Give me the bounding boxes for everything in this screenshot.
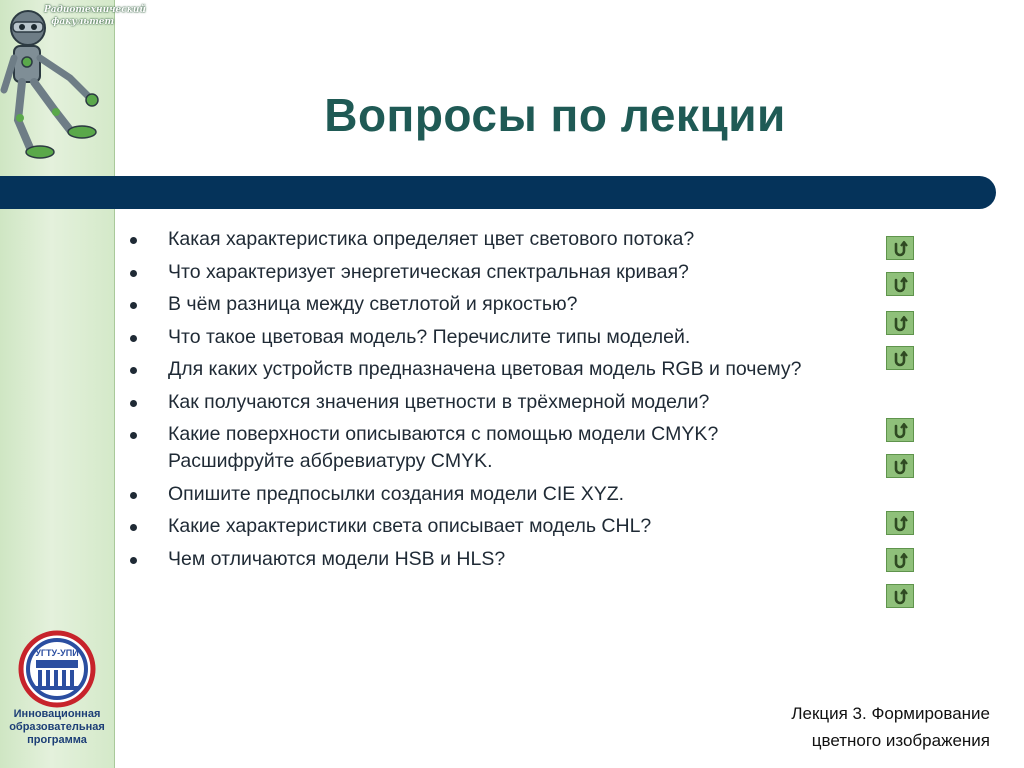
return-arrow-icon — [891, 421, 909, 439]
logo-text: УГТУ-УПИ — [35, 648, 79, 658]
bullet-icon — [130, 400, 137, 407]
list-item — [130, 481, 830, 508]
return-button-5[interactable] — [886, 418, 914, 442]
faculty-label: Радиотехнический факультет — [44, 5, 146, 27]
list-item — [130, 291, 830, 318]
footer-line-2: цветного изображения — [811, 731, 990, 750]
return-button-6[interactable] — [886, 454, 914, 478]
list-item — [130, 421, 830, 475]
return-button-3[interactable] — [886, 311, 914, 335]
slide-footer — [791, 700, 990, 754]
question-text: Что характеризует энергетическая спектральная кривая? — [168, 260, 689, 283]
program-label: Инновационная образовательная программа — [9, 708, 105, 746]
question-text: Для каких устройств предназначена цветовая модель RGB и почему? — [168, 358, 802, 380]
return-button-1[interactable] — [886, 236, 914, 260]
bullet-icon — [130, 492, 137, 499]
question-text: Чем отличаются модели HSB и HLS? — [168, 547, 506, 570]
list-item — [130, 259, 830, 286]
return-button-8[interactable] — [886, 548, 914, 572]
return-arrow-icon — [891, 314, 909, 332]
question-text: Какие характеристики света описывает модель CHL? — [168, 515, 652, 537]
bullet-icon — [130, 270, 137, 277]
title-divider-bar — [0, 176, 996, 209]
bullet-icon — [130, 335, 137, 342]
return-arrow-icon — [891, 587, 909, 605]
return-button-2[interactable] — [886, 272, 914, 296]
bullet-icon — [130, 237, 137, 244]
question-text: Какая характеристика определяет цвет светового потока? — [168, 228, 695, 250]
question-text: В чём разница между светлотой и яркостью? — [168, 293, 578, 315]
return-arrow-icon — [891, 514, 909, 532]
bullet-icon — [130, 367, 137, 374]
bullet-icon — [130, 524, 137, 531]
bullet-icon — [130, 432, 137, 439]
question-text: Какие поверхности описываются с помощью модели CMYK? Расшифруйте аббревиатуру CMYK. — [168, 423, 719, 472]
list-item — [130, 356, 830, 383]
list-item — [130, 226, 830, 253]
page-title: Вопросы по лекции — [324, 89, 786, 141]
return-arrow-icon — [891, 275, 909, 293]
footer-line-1: Лекция 3. Формирование — [791, 704, 990, 723]
question-text: Опишите предпосылки создания модели CIE XYZ. — [168, 482, 625, 505]
question-text: Что такое цветовая модель? Перечислите типы моделей. — [168, 325, 691, 348]
bullet-icon — [130, 557, 137, 564]
bullet-icon — [130, 302, 137, 309]
list-item — [130, 324, 830, 351]
return-arrow-icon — [891, 239, 909, 257]
university-logo-icon — [18, 630, 96, 708]
return-arrow-icon — [891, 457, 909, 475]
list-item — [130, 389, 830, 416]
return-button-9[interactable] — [886, 584, 914, 608]
return-button-7[interactable] — [886, 511, 914, 535]
list-item — [130, 513, 830, 540]
question-text: Как получаются значения цветности в трёхмерной модели? — [168, 390, 710, 413]
return-button-4[interactable] — [886, 346, 914, 370]
return-arrow-icon — [891, 349, 909, 367]
return-arrow-icon — [891, 551, 909, 569]
questions-list — [130, 226, 830, 578]
list-item — [130, 546, 830, 573]
